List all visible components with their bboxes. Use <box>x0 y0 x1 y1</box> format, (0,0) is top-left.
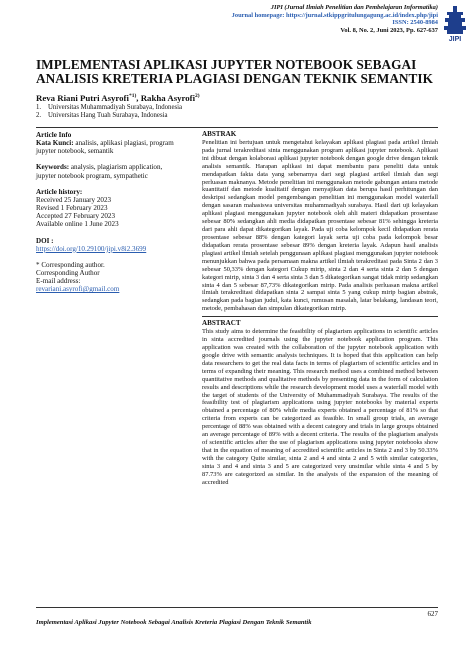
history-revised: Revised 1 February 2023 <box>36 204 108 213</box>
affiliation-item <box>36 104 182 112</box>
keywords <box>36 163 176 179</box>
abstract-text: This study aims to determine the feasibility of plagiarism applications in scientific articles in sinta accredited journals using the jupyter notebook application program. This application was created with the collaboration of the jupyter notebook application with google drive with semantic analysis techniques. It is hoped that this application can help data researchers to get the real data facts in terms of plagiarism of scientific articles and in terms of expanding their meaning. This research method uses a combined method between quantitative methods and qualitative methods by presenting data in the form of calculation results and descriptions while the research development model uses a waterfall model with the target of students of the University of Muhammadiyah Surabaya. The results of the feasibility test of plagiarism applications using jupyter notebooks by material experts obtained a percentage of 80% while media experts obtained a percentage of 81% so that criteria from experts can be categorized as feasible. In small group trials, an average percentage of 88% was obtained with a decent category and trials in large groups obtained an average percentage of 89% with a decent criteria. The results of the plagiarism analysis of scientific articles after the use of plagiarism applications using jupyter notebooks show that in the equation of meaning of accredited scientific articles in Sinta 2 and 3 by 50.33% with the category Quite similar, sinta 2 and 4 and sinta 2 and 5 with similar categories, sinta 3 and 4 and sinta 3 and 5 are categorized very unsimilar while sinta 4 and 5 by 87.73% are categorized as similar. In the analysis of the expansion of the meaning of accredited <box>202 328 438 486</box>
kata-kunci-label: Kata Kunci: <box>36 139 74 148</box>
author-1: Reva Riani Putri Asyrofi <box>36 93 129 103</box>
article-info <box>36 131 176 294</box>
page-number: 627 <box>427 610 438 618</box>
history-online: Available online 1 June 2023 <box>36 220 119 229</box>
kata-kunci <box>36 139 176 155</box>
keywords-label: Keywords: <box>36 163 70 172</box>
abstrak-heading: ABSTRAK <box>202 130 237 138</box>
email-link[interactable]: revariani.asyrofi@gmail.com <box>36 285 120 294</box>
author-separator: , <box>136 93 141 103</box>
abstract-heading: ABSTRACT <box>202 319 241 328</box>
author-1-mark: *1) <box>128 93 137 100</box>
affiliations <box>36 104 182 121</box>
doi-label: DOI : <box>36 236 54 245</box>
abstract-divider <box>202 316 438 317</box>
authors <box>36 93 200 103</box>
abstrak-text: Penelitian ini bertujuan untuk mengetahui kelayakan aplikasi plagiasi pada artikel ilmiah pada jurnal terakreditasi sinta menggunakan program aplikasi jupyter notebook. Aplikasi ini dibuat dengan kolaborasi aplikasi jupyter notebook dengan google drive dengan teknik analisis semantik. Harapan aplikasi ini dapat membantu para peneliti data untuk mendapatkan fakta data yang sebenarnya dari segi plagiasi artikel ilmiah dan segi perluasan maknanya. Metode penelitian ini menggunakan metode gabungan antara metode kuantitatif dan metode kualitatif dengan menyajikan data berupa hasil perhitungan dan deskripsi sedangkan model pengembangan penelitian ini menggunakan model waterfall dengan sasaran mahasiswa universitas muhammadiyah surabaya. Hasil dari uji kelayakan aplikasi plagiasi menggunakan jupyter notebook oleh ahli materi didapatkan prosentase sebesar 80% sedangkan ahli media didapatkan prosentase sebesar 81% sehingga kreteria dari para ahli dapat dikategorikan layak. Pada uji coba kelompok kecil didapatkan rerata prosentase sebesar 88% dengan kategori layak serta uji coba pada kelompok besar didapatkan rerata prosentase sebesar 89% dengan kreteria layak. Adapun hasil analisis plagiasi artikel ilmiah setelah penggunaan aplikasi plagiasi menggunakan jupyter notebook menunjukkan bahwa pada persamaan makna artikel ilmiah terakreditasi pada Sinta 2 dan 3 sebesar 50,33% dengan kategori Cukup mirip, sinta 2 dan 4 serta sinta 2 dan 5 dengan kategori mirip, sinta 3 dan 4 serta sinta 3 dan 5 dikategorikan sangat tidak mirip sedangkan sinta 4 dan 5 sebesar 87,73% dikategorikan mirip. Pada analisis perluasan makna artikel ilmiah terakreditasi didapatkan sinta 2 sampai sinta 5 yang cukup mirip bagian abstrak, sedangkan pada bagian judul, kata kunci, rumusan masalah, latar belakang, landasan teori, metode, pembahasan dan simpulan dikategorikan mirip. <box>202 138 438 313</box>
corresponding-note: * Corresponding author. <box>36 260 105 269</box>
abstracts <box>202 131 438 487</box>
journal-volume: Vol. 8, No. 2, Juni 2023, Pp. 627-637 <box>340 26 438 34</box>
keywords-values: analysis, plagiarism application, jupyter notebook program, sympathetic <box>36 163 163 180</box>
journal-issn[interactable]: ISSN: 2540-8984 <box>392 19 438 27</box>
journal-homepage[interactable]: Journal homepage: https://jurnal.stkippgritulungagung.ac.id/index.php/jipi <box>231 11 438 19</box>
doi-link[interactable]: https://doi.org/10.29100/jipi.v8i2.3699 <box>36 244 147 253</box>
journal-name: JIPI (Jurnal Ilmiah Penelitian dan Pembelajaran Informatika) <box>270 4 438 11</box>
affiliation-number: 1. <box>36 104 42 111</box>
journal-header <box>232 4 438 34</box>
affiliation-text: Universitas Hang Tuah Surabaya, Indonesia <box>48 112 168 120</box>
affiliation-item <box>36 112 182 120</box>
email-label: E-mail address: <box>36 277 81 286</box>
journal-logo-text: JIPI <box>448 36 462 43</box>
affiliation-text: Universitas Muhammadiyah Surabaya, Indonesia <box>48 104 183 111</box>
affiliation-number: 2. <box>36 112 42 120</box>
top-divider <box>36 127 438 128</box>
paper-title: IMPLEMENTASI APLIKASI JUPYTER NOTEBOOK SEBAGAI ANALISIS KRETERIA PLAGIASI DENGAN TEKNIK SEMANTIK <box>36 57 433 86</box>
kata-kunci-values: analisis, aplikasi plagiasi, program jupyter notebook, semantik <box>36 139 174 156</box>
history-accepted: Accepted 27 February 2023 <box>36 212 115 221</box>
history-received: Received 25 January 2023 <box>36 195 112 204</box>
corresponding-author: Corresponding Author <box>36 269 100 278</box>
history-heading: Article history: <box>36 187 83 196</box>
article-info-heading: Article Info <box>36 131 72 139</box>
author-2: Rakha Asyrofi <box>140 93 196 103</box>
author-2-mark: 2) <box>195 93 200 100</box>
footer-divider <box>36 607 438 608</box>
running-title: Implementasi Aplikasi Jupyter Notebook Sebagai Analisis Kreteria Plagiasi Dengan Teknik Semantik <box>36 619 312 626</box>
